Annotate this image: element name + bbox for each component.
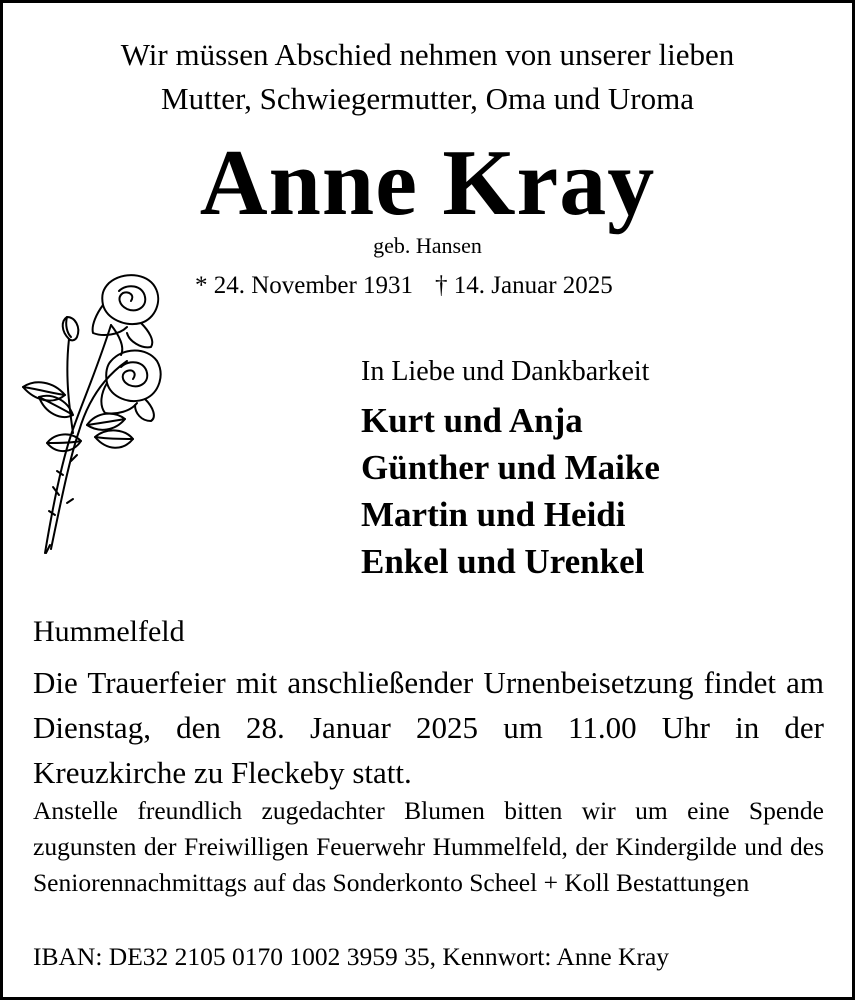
- mourner-name: Günther und Maike: [361, 448, 660, 487]
- birth-date: * 24. November 1931: [195, 272, 414, 299]
- mourner-name: Kurt und Anja: [361, 401, 583, 440]
- mourners-lead: In Liebe und Dankbarkeit: [361, 356, 650, 387]
- place-name: Hummelfeld: [33, 615, 185, 648]
- maiden-name: geb. Hansen: [373, 233, 482, 258]
- iban-line: IBAN: DE32 2105 0170 1002 3959 35, Kennwort: Anne Kray: [33, 942, 670, 971]
- ceremony-text: Die Trauerfeier mit anschließender Urnenbeisetzung findet am Dienstag, den 28. Januar 2025 um 11.00 Uhr in der Kreuzkirche zu Fleckeby statt.: [33, 665, 824, 790]
- donation-text: Anstelle freundlich zugedachter Blumen bitten wir um eine Spende zugunsten der Freiwilligen Feuerwehr Hummelfeld, der Kindergilde und des Seniorennachmittags auf das Sonderkonto Scheel + Koll Bestattungen: [33, 796, 824, 897]
- death-date: † 14. Januar 2025: [435, 272, 613, 299]
- intro-text: [3, 33, 852, 121]
- mourner-name: Martin und Heidi: [361, 495, 626, 534]
- deceased-name: Anne Kray: [199, 131, 656, 235]
- intro-line-2: Mutter, Schwiegermutter, Oma und Uroma: [161, 81, 694, 116]
- intro-line-1: Wir müssen Abschied nehmen von unserer lieben: [120, 37, 735, 72]
- life-dates: [195, 271, 613, 301]
- mourners-block: [361, 353, 660, 585]
- mourner-name: Enkel und Urenkel: [361, 542, 645, 581]
- rose-illustration-icon: [15, 265, 175, 557]
